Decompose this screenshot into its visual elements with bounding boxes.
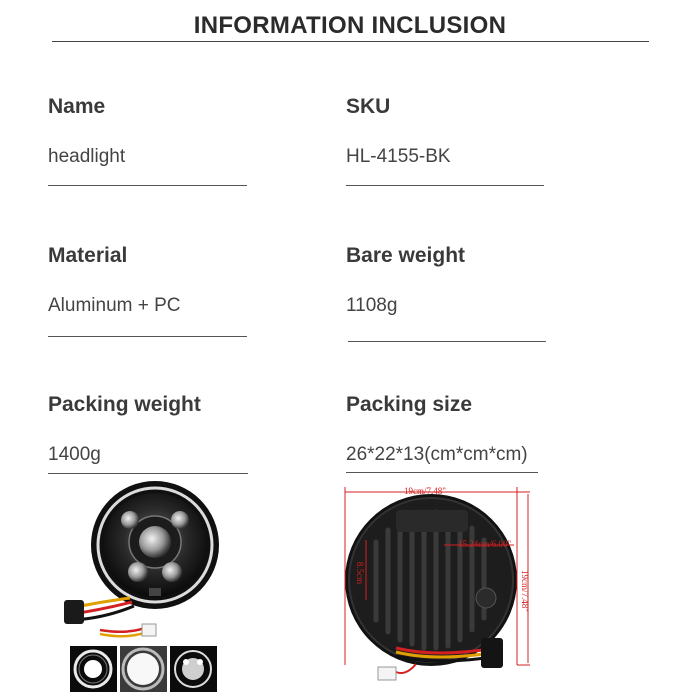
material-label: Material — [48, 244, 128, 267]
thumbnail-low-beam — [70, 646, 117, 692]
packing-size-divider — [346, 472, 538, 473]
name-label: Name — [48, 95, 106, 118]
name-value: headlight — [48, 146, 126, 167]
sku-value: HL-4155-BK — [346, 146, 451, 167]
side-dimension: 8.5cm — [355, 561, 366, 585]
packing-size-value: 26*22*13(cm*cm*cm) — [346, 444, 528, 465]
halo-mode-image — [170, 646, 217, 692]
headlight-front-photo — [60, 480, 240, 645]
width-dimension: 19cm/7.48" — [404, 486, 446, 496]
inner-dimension: 15.24cm/6.00" — [458, 539, 512, 549]
packing-weight-label: Packing weight — [48, 393, 201, 416]
sku-divider — [346, 185, 544, 186]
bare-weight-label: Bare weight — [346, 244, 466, 267]
name-divider — [48, 185, 247, 186]
packing-size-label: Packing size — [346, 393, 473, 416]
bare-weight-divider — [348, 341, 546, 342]
page-title: INFORMATION INCLUSION — [193, 12, 507, 39]
high-beam-image — [120, 646, 167, 692]
thumbnail-halo-mode — [170, 646, 217, 692]
material-divider — [48, 336, 247, 337]
thumbnail-high-beam — [120, 646, 167, 692]
bare-weight-value: 1108g — [346, 295, 398, 316]
packing-weight-value: 1400g — [48, 444, 101, 465]
headlight-back-photo — [336, 480, 550, 685]
height-dimension: 19cm/7.48" — [519, 570, 530, 612]
title-divider — [52, 41, 649, 42]
low-beam-image — [70, 646, 117, 692]
material-value: Aluminum + PC — [48, 295, 181, 316]
packing-weight-divider — [48, 473, 248, 474]
sku-label: SKU — [346, 95, 391, 118]
